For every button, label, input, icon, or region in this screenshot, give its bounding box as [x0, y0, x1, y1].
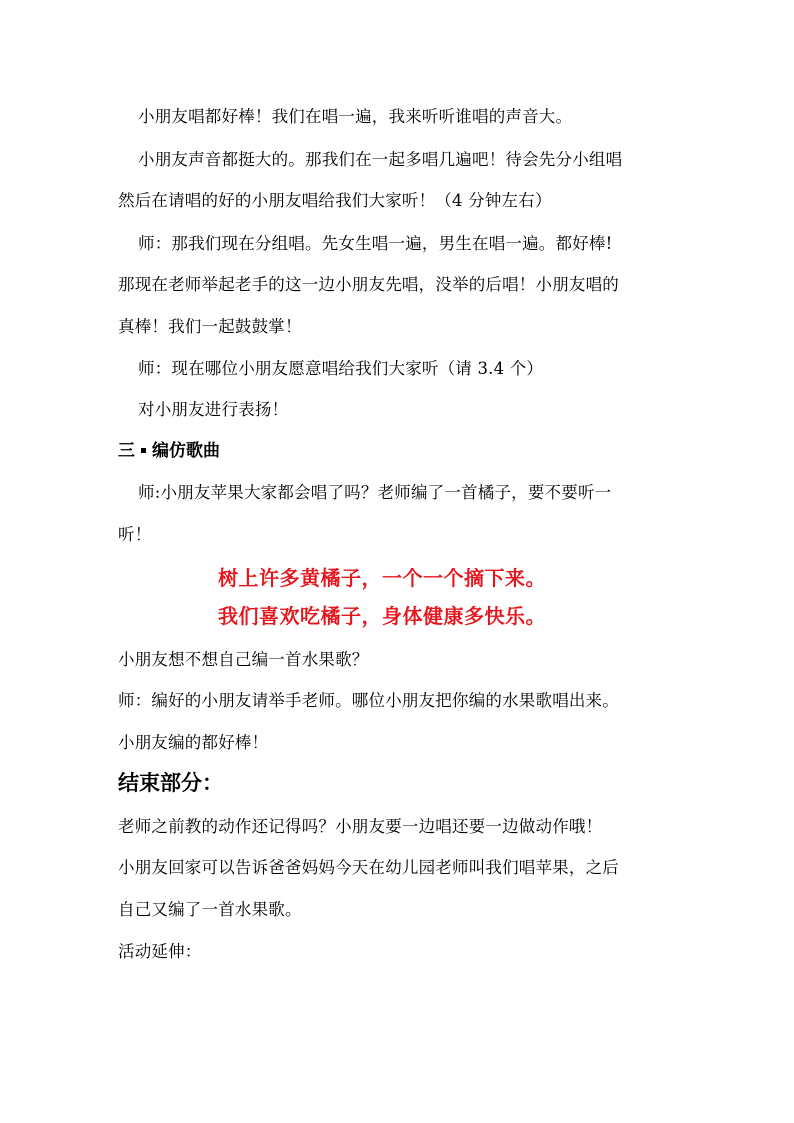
- paragraph-compose-praise: 小朋友编的都好棒！: [118, 733, 269, 752]
- section-title: 编仿歌曲: [152, 441, 220, 461]
- paragraph-group-sing-line1: 小朋友声音都挺大的。那我们在一起多唱几遍吧！待会先分小组唱: [138, 150, 623, 169]
- paragraph-home-line1: 小朋友回家可以告诉爸爸妈妈今天在幼儿园老师叫我们唱苹果，之后: [118, 858, 619, 877]
- section-heading-ending: 结束部分：: [118, 770, 223, 795]
- paragraph-praise-children: 对小朋友进行表扬！: [138, 400, 289, 419]
- paragraph-group-sing-line2: 然后在请唱的好的小朋友唱给我们大家听！（4 分钟左右）: [118, 191, 552, 210]
- paragraph-praise: 小朋友唱都好棒！我们在唱一遍，我来听听谁唱的声音大。: [138, 107, 573, 126]
- section-number: 三: [118, 441, 135, 461]
- paragraph-teacher-groups-line1: 师：那我们现在分组唱。先女生唱一遍，男生在唱一遍。都好棒!: [138, 234, 613, 253]
- paragraph-volunteers: 师：现在哪位小朋友愿意唱给我们大家听（请 3.4 个）: [138, 359, 544, 378]
- section-heading-imitate-song: [118, 440, 220, 462]
- paragraph-activity-extension: 活动延伸：: [118, 942, 202, 961]
- paragraph-teacher-compose: 师：编好的小朋友请举手老师。哪位小朋友把你编的水果歌唱出来。: [118, 691, 619, 710]
- paragraph-home-line2: 自己又编了一首水果歌。: [118, 900, 302, 919]
- paragraph-compose-question: 小朋友想不想自己编一首水果歌？: [118, 650, 369, 669]
- paragraph-orange-song-intro-line1: 师:小朋友苹果大家都会唱了吗？老师编了一首橘子，要不要听一: [138, 483, 612, 502]
- paragraph-teacher-groups-line2: 那现在老师举起老手的这一边小朋友先唱，没举的后唱！小朋友唱的: [118, 275, 619, 294]
- paragraph-actions-reminder: 老师之前教的动作还记得吗？小朋友要一边唱还要一边做动作哦！: [118, 817, 603, 836]
- paragraph-orange-song-intro-line2: 听！: [118, 525, 152, 544]
- bullet-icon: [141, 448, 146, 453]
- song-lyrics-line2: 我们喜欢吃橘子，身体健康多快乐。: [218, 604, 546, 628]
- song-lyrics-line1: 树上许多黄橘子，一个一个摘下来。: [218, 566, 546, 590]
- paragraph-teacher-groups-line3: 真棒！我们一起鼓鼓掌！: [118, 317, 302, 336]
